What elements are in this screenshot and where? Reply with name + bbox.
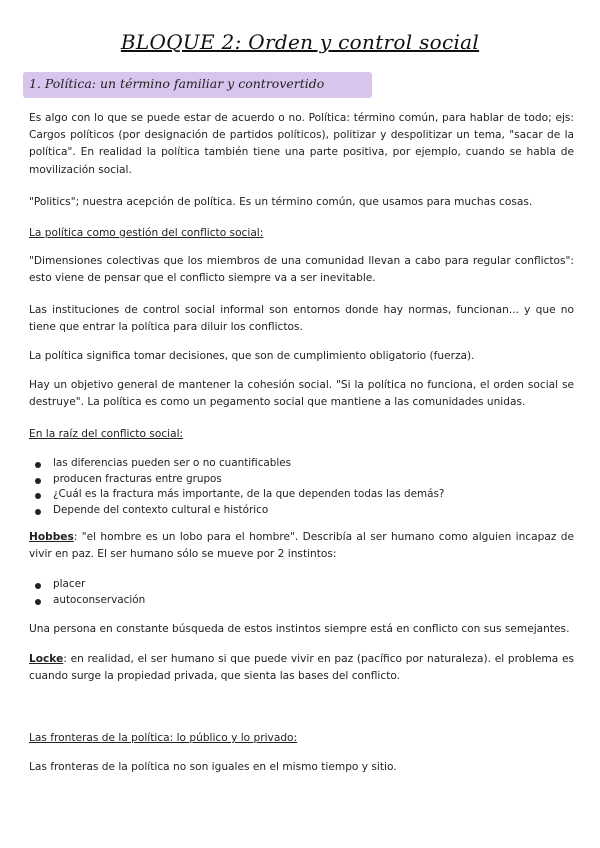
list-item: las diferencias pueden ser o no cuantificables (29, 456, 444, 472)
paragraph-institutions: Las instituciones de control social informal son entornos donde hay normas, funcionan... y que no tiene que entrar la política para diluir los conflictos. (29, 304, 574, 334)
paragraph-dimensions: "Dimensiones colectivas que los miembros de una comunidad llevan a cabo para regular conflictos": esto viene de pensar que el conflicto siempre va a ser inevitable. (29, 255, 574, 285)
section-heading: 1. Política: un término familiar y controvertido (29, 76, 325, 91)
subheading-frontiers: Las fronteras de la política: lo público y lo privado: (29, 732, 298, 744)
list-item: ¿Cuál es la fractura más importante, de la que dependen todas las demás? (29, 487, 444, 503)
list-item: placer (29, 577, 145, 593)
page-title: BLOQUE 2: Orden y control social (120, 30, 480, 54)
instincts-list (29, 577, 145, 608)
list-item: producen fracturas entre grupos (29, 472, 444, 488)
bullet-icon (35, 493, 41, 499)
section-heading-highlight (23, 72, 372, 98)
bullet-icon (35, 583, 41, 589)
paragraph-constant-conflict: Una persona en constante búsqueda de estos instintos siempre está en conflicto con sus semejantes. (29, 623, 570, 635)
subheading-root-conflict: En la raíz del conflicto social: (29, 428, 184, 440)
subheading-conflict-management: La política como gestión del conflicto social: (29, 227, 264, 239)
paragraph-politics: "Politics"; nuestra acepción de política. Es un término común, que usamos para muchas cosas. (29, 196, 533, 208)
paragraph-hobbes (29, 529, 574, 563)
bullet-icon (35, 462, 41, 468)
paragraph-decisions: La política significa tomar decisiones, que son de cumplimiento obligatorio (fuerza). (29, 350, 475, 362)
hobbes-name: Hobbes (29, 531, 74, 543)
paragraph-frontiers: Las fronteras de la política no son iguales en el mismo tiempo y sitio. (29, 761, 397, 773)
bullet-icon (35, 509, 41, 515)
root-conflict-list (29, 456, 444, 518)
bullet-icon (35, 599, 41, 605)
hobbes-text: : "el hombre es un lobo para el hombre". Describía al ser humano como alguien incapaz de vivir en paz. El ser humano sólo se mueve por 2 instintos: (29, 531, 574, 561)
bullet-icon (35, 478, 41, 484)
list-item: autoconservación (29, 593, 145, 609)
paragraph-cohesion: Hay un objetivo general de mantener la cohesión social. "Si la política no funciona, el orden social se destruye". La política es como un pegamento social que mantiene a las comunidades unidas. (29, 379, 574, 409)
locke-name: Locke (29, 653, 64, 665)
paragraph-intro: Es algo con lo que se puede estar de acuerdo o no. Política: término común, para hablar de todo; ejs: Cargos políticos (por designación de partidos políticos), politizar y despolitizar un tema, "sacar de la política". En realidad la política también tiene una parte positiva, por ejemplo, cuando se habla de movilización social. (29, 112, 574, 176)
list-item: Depende del contexto cultural e histórico (29, 503, 444, 519)
locke-text: : en realidad, el ser humano si que puede vivir en paz (pacífico por naturaleza). el problema es cuando surge la propiedad privada, que sienta las bases del conflicto. (29, 653, 574, 683)
paragraph-locke (29, 651, 574, 685)
